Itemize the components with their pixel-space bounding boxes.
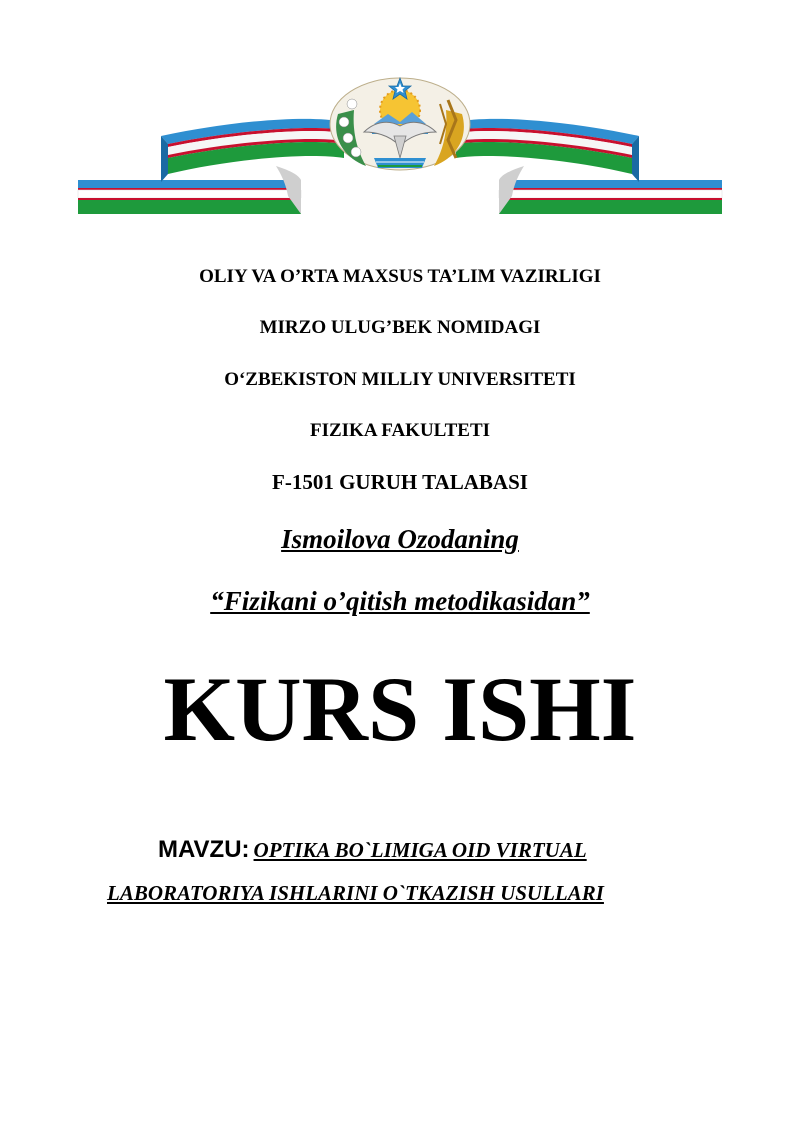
- university-heading: O‘ZBEKISTON MILLIY UNIVERSITETI: [224, 369, 576, 390]
- student-name: Ismoilova Ozodaning: [281, 524, 519, 554]
- subject-title: “Fizikani o’qitish metodikasidan”: [210, 586, 590, 616]
- ministry-heading: OLIY VA O’RTA MAXSUS TA’LIM VAZIRLIGI: [199, 266, 601, 287]
- uzbekistan-state-emblem-icon: [76, 74, 724, 220]
- topic-text-line1: OPTIKA BO`LIMIGA OID VIRTUAL: [253, 838, 587, 862]
- group-heading: F-1501 GURUH TALABASI: [272, 470, 528, 494]
- named-after-heading: MIRZO ULUG’BEK NOMIDAGI: [259, 317, 541, 338]
- topic-first-line: [158, 836, 587, 864]
- emblem-seal: [330, 78, 470, 170]
- topic-second-line: [107, 881, 604, 906]
- topic-label: MAVZU:: [158, 836, 250, 863]
- right-ribbon: [456, 119, 722, 214]
- topic-text-line2: LABORATORIYA ISHLARINI O`TKAZISH USULLARI: [107, 881, 604, 905]
- document-type-title: KURS ISHI: [163, 658, 637, 760]
- left-ribbon: [78, 119, 344, 214]
- faculty-heading: FIZIKA FAKULTETI: [309, 420, 491, 441]
